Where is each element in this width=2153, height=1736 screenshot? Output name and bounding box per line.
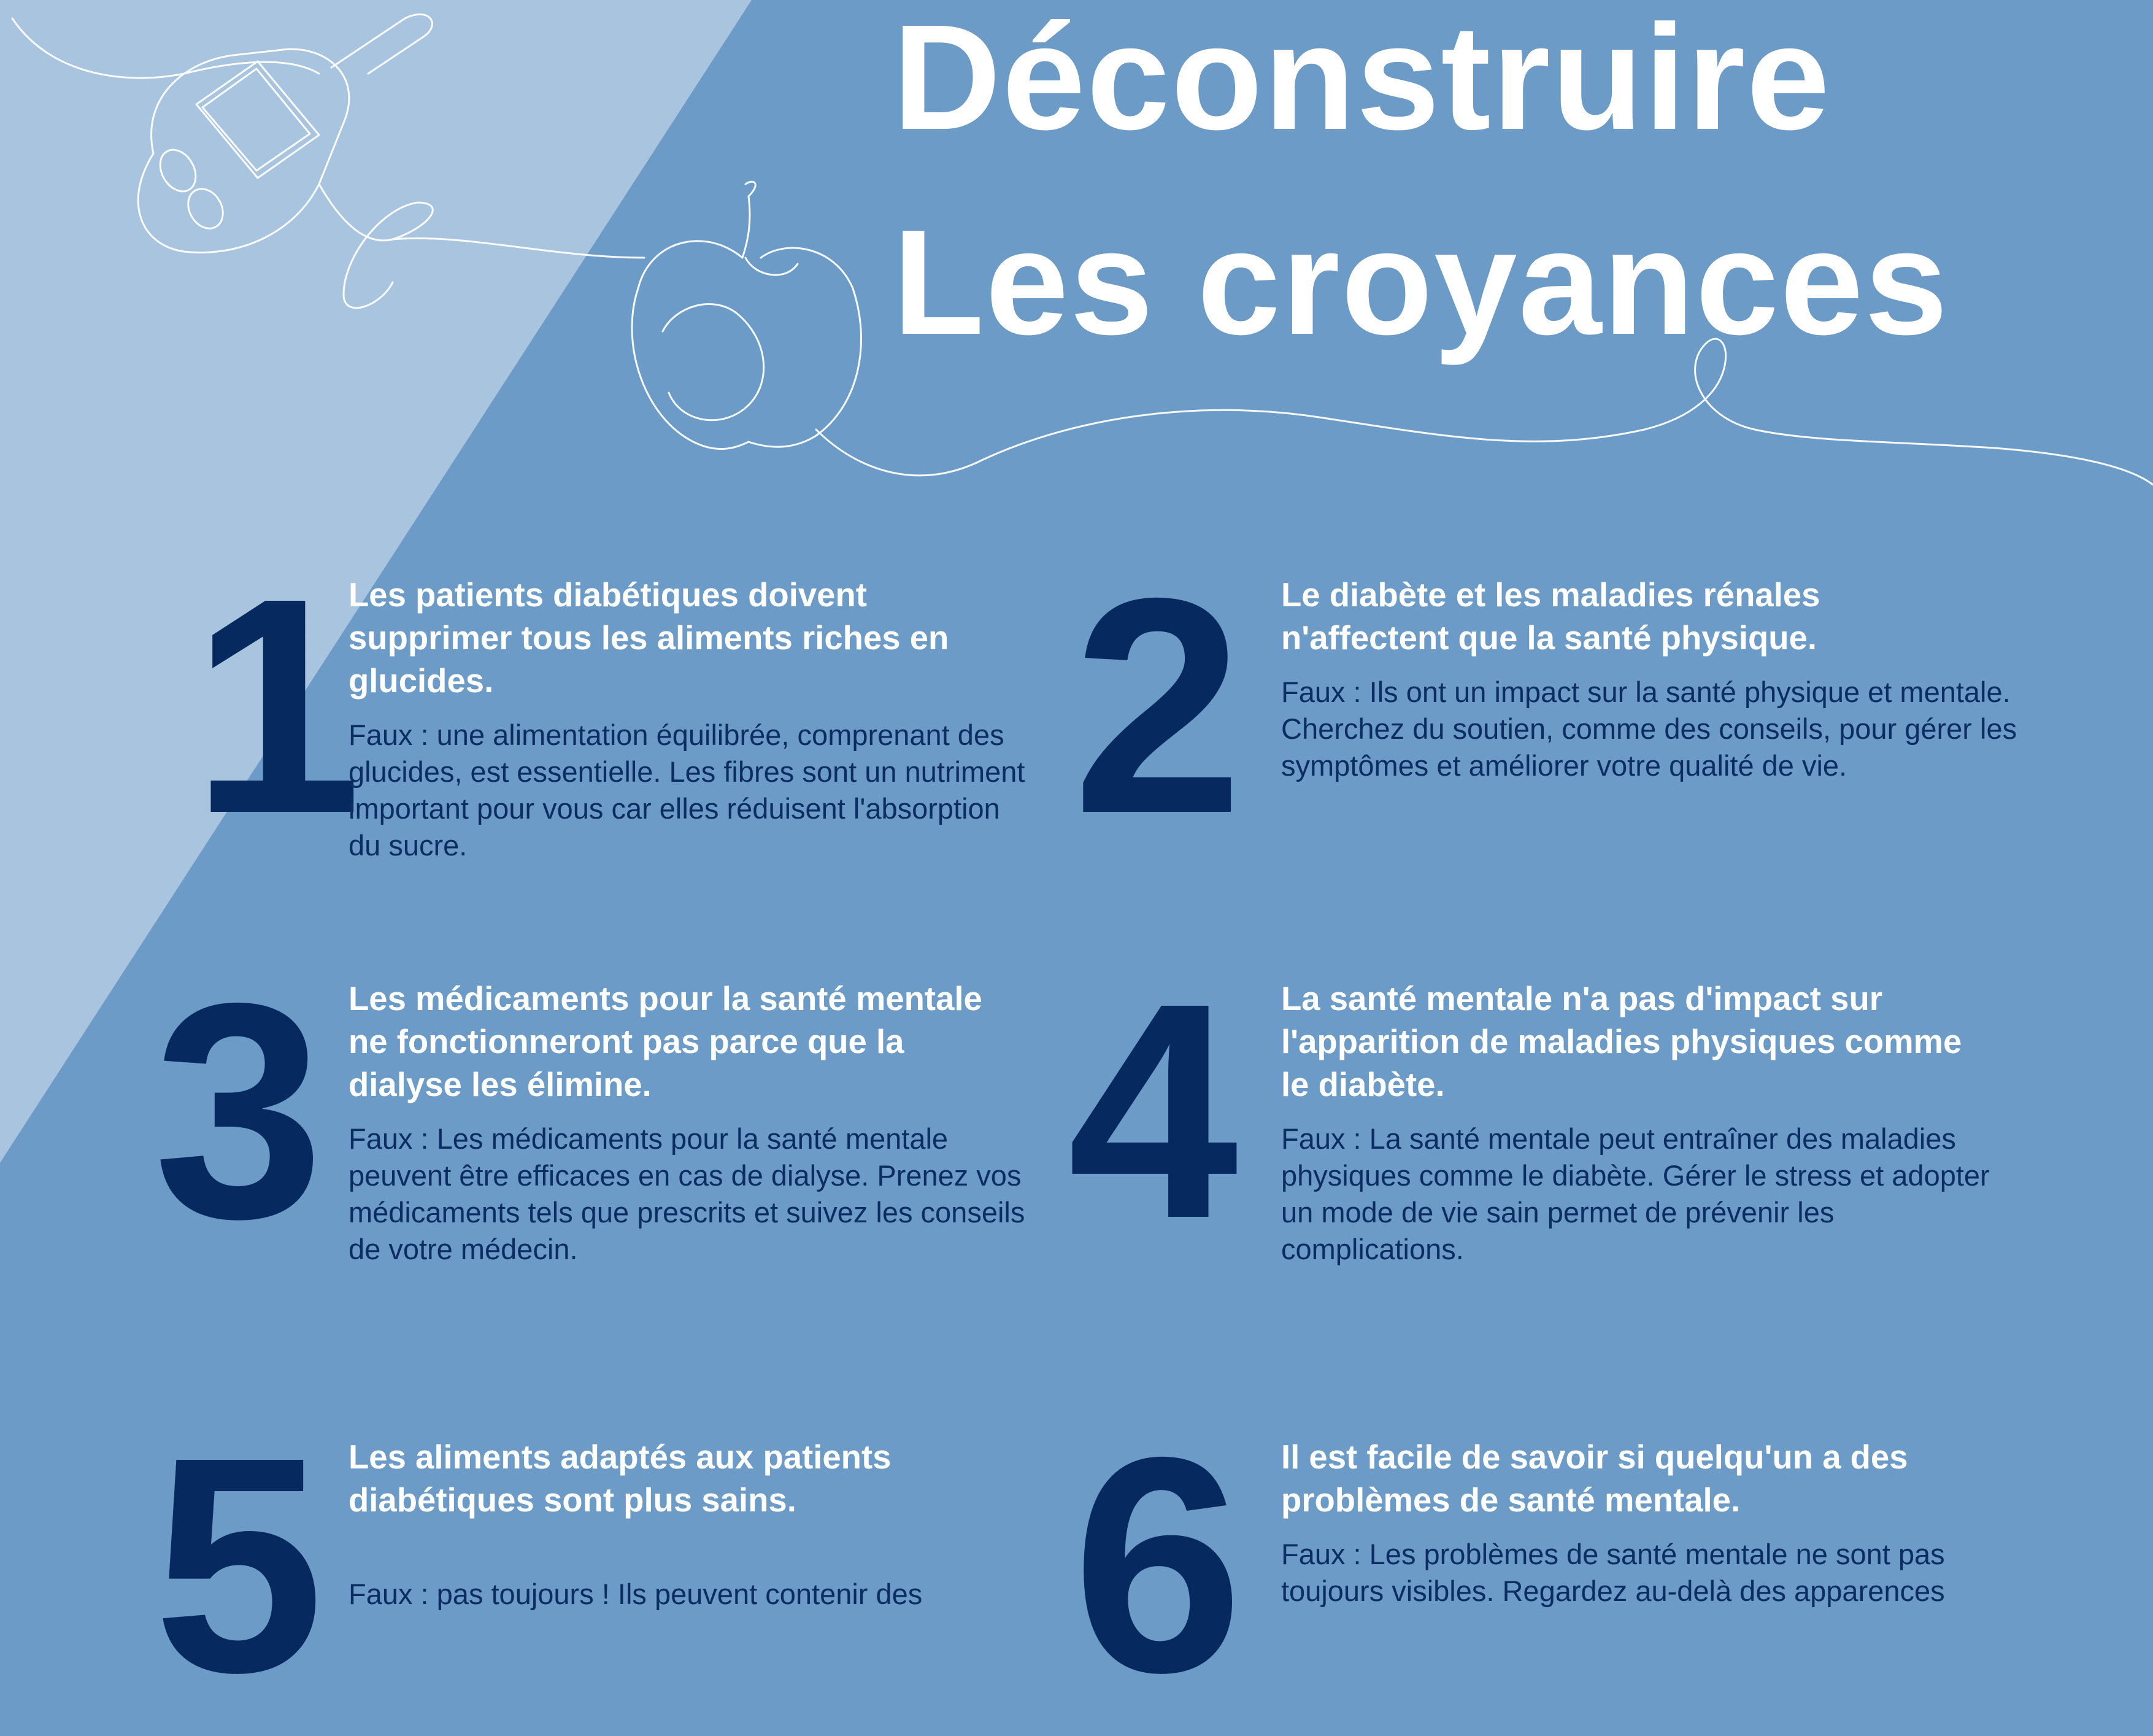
page-title-line-1: Déconstruire [893, 0, 1831, 161]
page-title-line-2: Les croyances [893, 198, 1949, 366]
myth-answer: Faux : Les problèmes de santé mentale ne sont pas toujours visibles. Regardez au-delà des apparences [1281, 1538, 1945, 1607]
myth-answer: Faux : La santé mentale peut entraîner des maladies physiques comme le diabète. Gérer le stress et adopter un mode de vie sain permet de prévenir les complications. [1281, 1122, 1990, 1265]
myth-answer: Faux : Les médicaments pour la santé mentale peuvent être efficaces en cas de dialyse. Prenez vos médicaments tels que prescrits et suivez les conseils de votre médecin. [349, 1122, 1025, 1265]
myth-number: 2 [1073, 534, 1244, 877]
myth-claim: Il est facile de savoir si quelqu'un a des problèmes de santé mentale. [1281, 1438, 1908, 1519]
myth-claim: Le diabète et les maladies rénales n'affectent que la santé physique. [1281, 576, 1820, 657]
myth-claim: Les patients diabétiques doivent supprimer tous les aliments riches en glucides. [349, 576, 949, 700]
myth-claim: Les médicaments pour la santé mentale ne fonctionneront pas parce que la dialyse les élimine. [349, 980, 982, 1103]
myth-answer: Faux : Ils ont un impact sur la santé physique et mentale. Cherchez du soutien, comme des conseils, pour gérer les symptômes et améliorer votre qualité de vie. [1281, 676, 2017, 782]
myth-number: 5 [153, 1393, 325, 1736]
myth-claim: Les aliments adaptés aux patients diabétiques sont plus sains. [349, 1438, 892, 1519]
myth-answer: Faux : pas toujours ! Ils peuvent contenir des [349, 1578, 923, 1610]
myth-number: 1 [191, 534, 363, 877]
myth-number: 3 [153, 939, 325, 1282]
myth-number: 6 [1073, 1393, 1244, 1736]
myth-answer: Faux : une alimentation équilibrée, comprenant des glucides, est essentielle. Les fibres sont un nutriment important pour vous car elles réduisent l'absorption du sucre. [349, 719, 1025, 862]
myth-number: 4 [1068, 939, 1239, 1282]
myth-claim: La santé mentale n'a pas d'impact sur l'apparition de maladies physiques comme le diabète. [1281, 980, 1962, 1103]
